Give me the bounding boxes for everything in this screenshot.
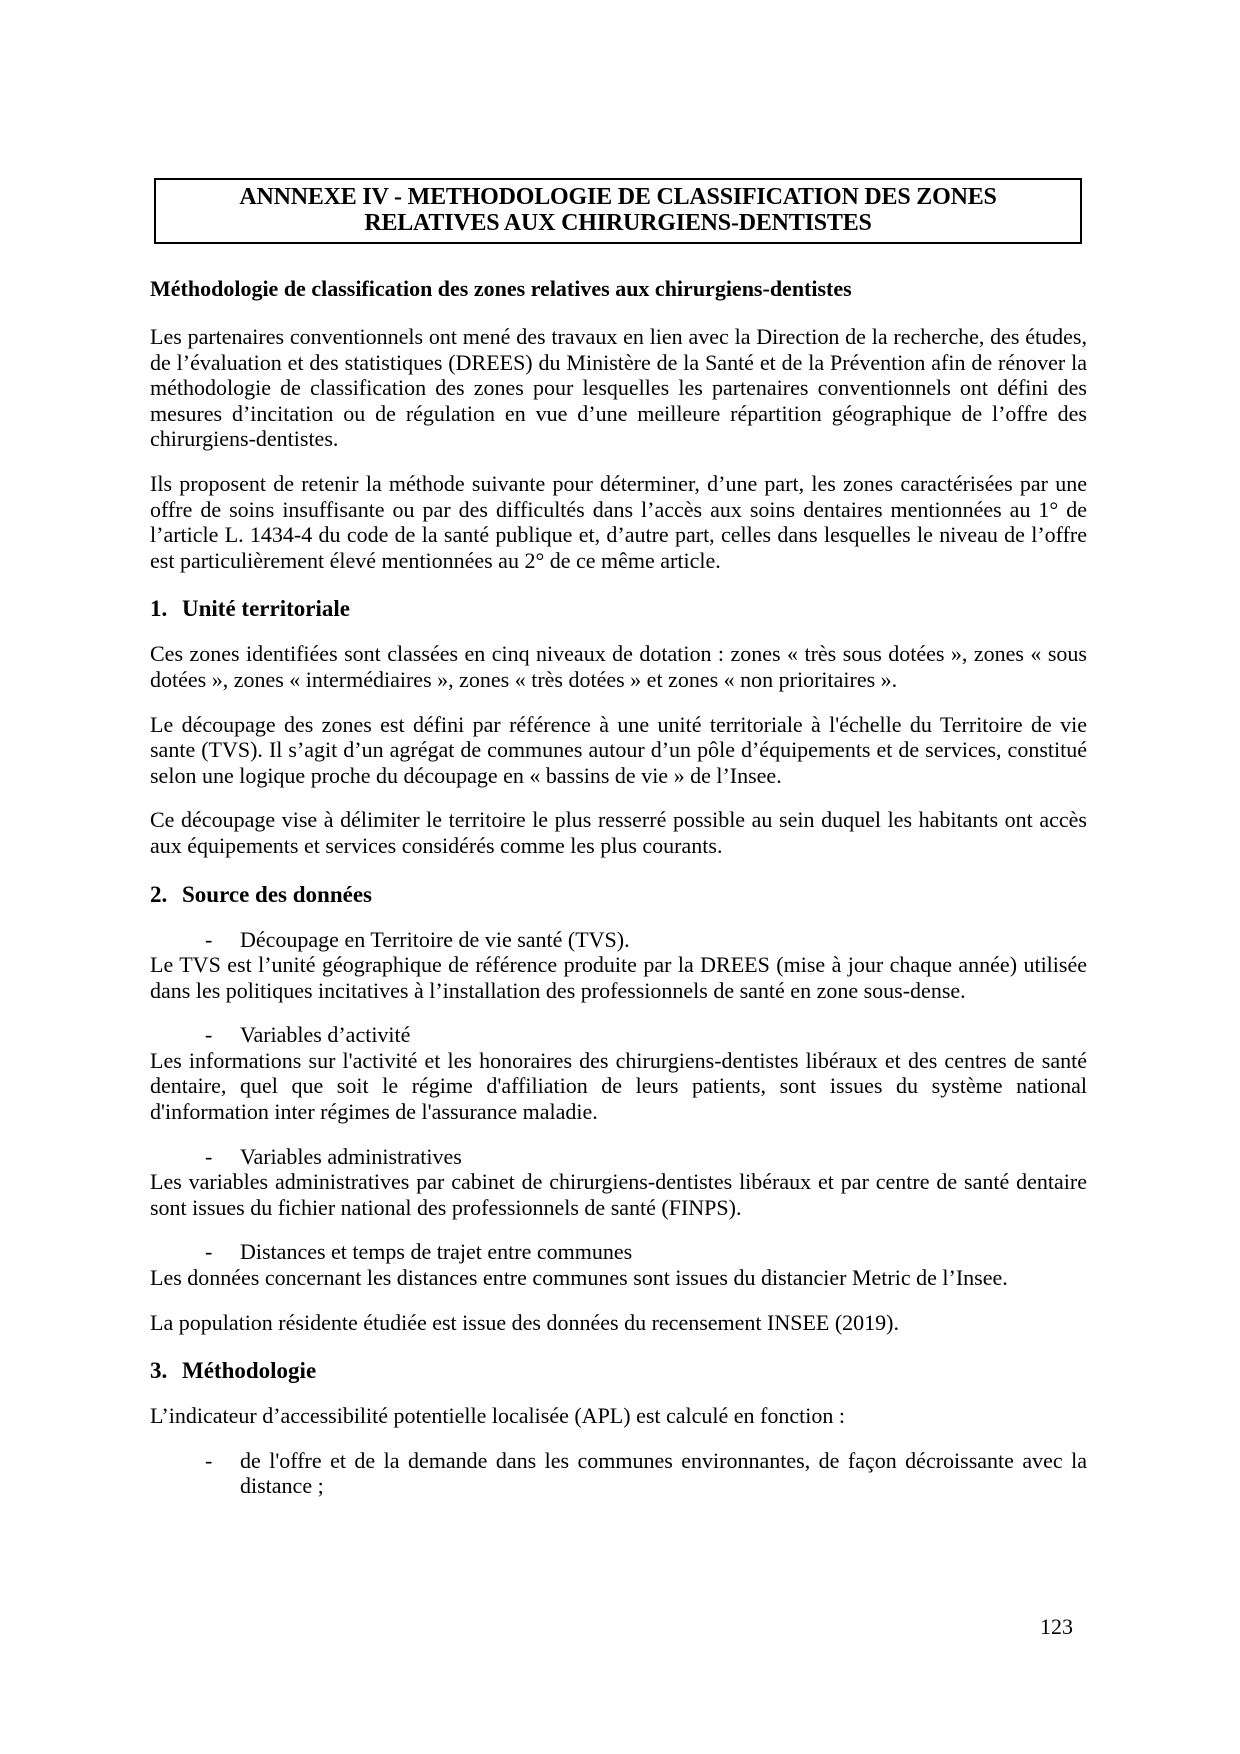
section-1-title: Unité territoriale <box>182 596 350 622</box>
bullet-text: Les informations sur l'activité et les honoraires des chirurgiens-dentistes libéraux et des centres de santé dentaire, quel que soit le régime d'affiliation de leurs patients, sont issues du système national d'information inter régimes de l'assurance maladie. <box>150 1047 1087 1125</box>
bullet-dash: - <box>205 926 213 952</box>
section-1-number: 1. <box>150 596 168 622</box>
page-number: 123 <box>1040 1614 1073 1639</box>
section-3-paragraph-1: L’indicateur d’accessibilité potentielle localisée (APL) est calculé en fonction : <box>150 1403 845 1429</box>
section-1-heading <box>150 595 1087 622</box>
document-content <box>150 178 1087 1499</box>
bullet-label: Variables administratives <box>240 1143 462 1169</box>
data-source-item-tvs <box>150 927 1087 1004</box>
section-1-paragraph-1: Ces zones identifiées sont classées en cinq niveaux de dotation : zones « très sous dotées », zones « sous dotées », zones « intermédiaires », zones « très dotées » et zones « non prioritaires ». <box>150 641 1087 692</box>
section-2-title: Source des données <box>182 881 372 907</box>
intro-paragraph-2: Ils proposent de retenir la méthode suivante pour déterminer, d’une part, les zones caractérisées par une offre de soins insuffisante ou par des difficultés dans l’accès aux soins dentaires mentionnées au 1° de l’article L. 1434-4 du code de la santé publique et, d’autre part, celles dans lesquelles le niveau de l’offre est particulièrement élevé mentionnées au 2° de ce même article. <box>150 470 1087 573</box>
section-2-heading <box>150 881 1087 908</box>
bullet-text: Le TVS est l’unité géographique de référence produite par la DREES (mise à jour chaque année) utilisée dans les politiques incitatives à l’installation des professionnels de santé en zone sous-dense. <box>150 952 1087 1003</box>
section-1-paragraph-2: Le découpage des zones est défini par référence à une unité territoriale à l'échelle du Territoire de vie sante (TVS). Il s’agit d’un agrégat de communes autour d’un pôle d’équipements et de services, constitué selon une logique proche du découpage en « bassins de vie » de l’Insee. <box>150 711 1087 788</box>
data-source-item-distances <box>150 1239 1087 1290</box>
bullet-line <box>150 927 1087 953</box>
section-2-closing-paragraph: La population résidente étudiée est issue des données du recensement INSEE (2019). <box>150 1309 899 1335</box>
section-3-title: Méthodologie <box>182 1358 317 1384</box>
bullet-text: Les données concernant les distances entre communes sont issues du distancier Metric de l’Insee. <box>150 1265 1008 1291</box>
methodology-bullet-offre <box>150 1448 1087 1499</box>
annex-title-line1: ANNNEXE IV - METHODOLOGIE DE CLASSIFICATION DES ZONES <box>239 184 997 210</box>
intro-paragraph-1: Les partenaires conventionnels ont mené des travaux en lien avec la Direction de la recherche, des études, de l’évaluation et des statistiques (DREES) du Ministère de la Santé et de la Prévention afin de rénover la méthodologie de classification des zones pour lesquelles les partenaires conventionnels ont défini des mesures d’incitation ou de régulation en vue d’une meilleure répartition géographique de l’offre des chirurgiens-dentistes. <box>150 324 1087 452</box>
annex-title-line2: RELATIVES AUX CHIRURGIENS-DENTISTES <box>364 210 872 236</box>
bullet-text: de l'offre et de la demande dans les communes environnantes, de façon décroissante avec la distance ; <box>240 1447 1087 1499</box>
annex-title-box <box>154 178 1082 244</box>
document-heading: Méthodologie de classification des zones relatives aux chirurgiens-dentistes <box>150 276 852 301</box>
bullet-label: Découpage en Territoire de vie santé (TVS). <box>240 926 630 952</box>
bullet-line <box>150 1239 1087 1265</box>
bullet-label: Variables d’activité <box>240 1022 411 1048</box>
bullet-text: Les variables administratives par cabinet de chirurgiens-dentistes libéraux et par centre de santé dentaire sont issues du fichier national des professionnels de santé (FINPS). <box>150 1169 1087 1220</box>
bullet-dash: - <box>205 1239 213 1265</box>
section-1-paragraph-3: Ce découpage vise à délimiter le territoire le plus resserré possible au sein duquel les habitants ont accès aux équipements et services considérés comme les plus courants. <box>150 807 1087 858</box>
bullet-dash: - <box>205 1143 213 1169</box>
bullet-dash: - <box>205 1022 213 1048</box>
bullet-line <box>150 1144 1087 1170</box>
section-2-number: 2. <box>150 881 168 907</box>
data-source-item-activite <box>150 1022 1087 1124</box>
section-3-heading <box>150 1357 1087 1384</box>
bullet-label: Distances et temps de trajet entre communes <box>240 1239 633 1265</box>
section-3-number: 3. <box>150 1358 168 1384</box>
bullet-dash: - <box>205 1447 213 1473</box>
data-source-item-administratives <box>150 1144 1087 1221</box>
bullet-line <box>150 1022 1087 1048</box>
